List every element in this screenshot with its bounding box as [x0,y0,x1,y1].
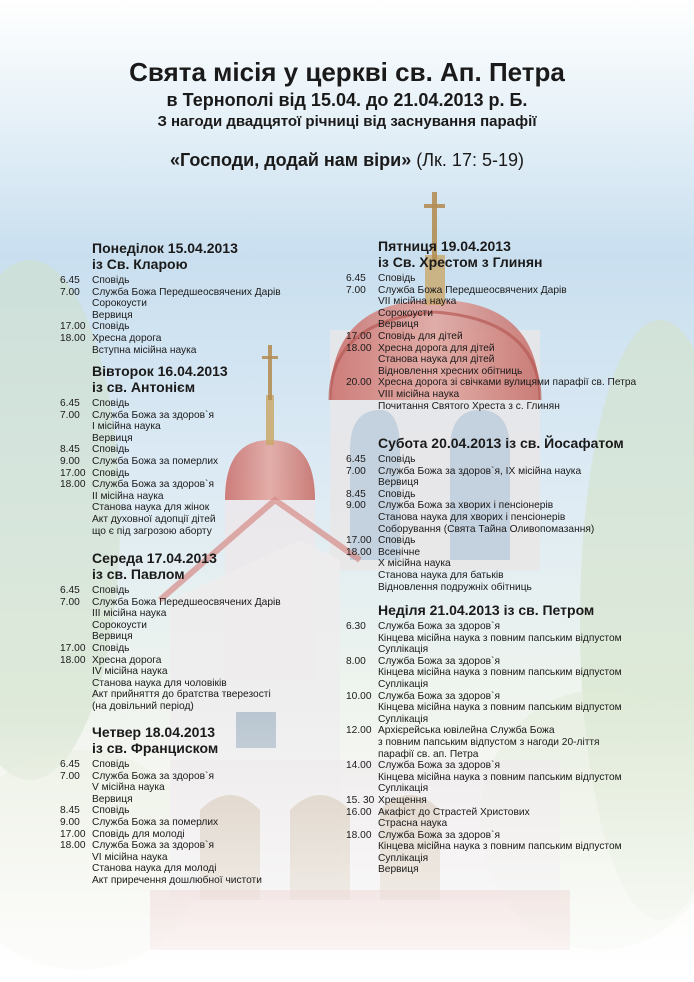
schedule-item [346,524,676,536]
schedule-text: Суплікація [378,713,429,725]
schedule-text: Акафіст до Страстей Христових [378,806,530,818]
schedule-time [346,633,378,645]
schedule-item [60,840,320,852]
schedule-text: Служба Божа Передшеосвячених Дарів [92,286,281,298]
schedule-text: І місійна наука [92,421,161,433]
schedule-time [346,772,378,784]
schedule-text: Служба Божа за здоров`я [378,690,500,702]
schedule-item [60,287,320,299]
day-block-sunday [346,602,676,876]
schedule-item [60,782,320,794]
schedule-text: VI місійна наука [92,851,168,863]
schedule-time: 6.45 [60,759,80,770]
schedule-time: 9.00 [346,500,366,512]
day-title-line: Пятниця 19.04.2013 [378,238,511,254]
day-title-line: Середа 17.04.2013 [92,550,217,566]
schedule-time: 6.45 [346,273,366,284]
schedule-text: Відновлення хресних обітниць [378,365,523,377]
schedule-text: Сповідь [92,805,130,817]
day-title-line: із св. Антонієм [92,379,196,395]
schedule-time: 6.45 [60,398,80,409]
schedule-time [346,477,378,489]
scripture-reference: (Лк. 17: 5-19) [416,150,524,170]
occasion-subtitle: З нагоди двадцятої річниці від заснування парафії [157,113,537,130]
schedule-text: Служба Божа за здоров`я [92,479,214,491]
schedule-item [346,633,676,645]
schedule-time: 15. 30 [346,794,375,806]
schedule-time: 20.00 [346,377,372,389]
schedule-time: 17.00 [60,467,86,479]
schedule-item [60,310,320,322]
day-title [92,363,320,395]
schedule-time: 18.00 [346,342,372,354]
schedule-item [346,331,676,343]
schedule-text: що є під загрозою аборту [92,525,212,537]
schedule-time: 7.00 [346,465,366,477]
schedule-text: Акт духовної адопції дітей [92,513,216,525]
day-title [92,240,320,272]
schedule-time: 7.00 [346,284,366,296]
schedule-item [346,691,676,703]
schedule-item [60,701,320,713]
schedule-item [60,643,320,655]
schedule-item [346,772,676,784]
schedule-time [346,570,378,582]
day-block-tuesday [60,363,320,537]
schedule-time: 7.00 [60,596,80,608]
schedule-text: Служба Божа Передшеосвячених Дарів [92,596,281,608]
schedule-item [346,343,676,355]
schedule-item [60,817,320,829]
schedule-text: Служба Божа за здоров`я [378,829,500,841]
schedule-time [346,296,378,308]
schedule-item [346,466,676,478]
schedule-time [346,864,378,876]
schedule-time: 7.00 [60,770,80,782]
schedule-time [60,863,92,875]
day-title-line: із Св. Хрестом з Глинян [378,254,543,270]
day-title [378,602,676,618]
schedule-time [346,319,378,331]
schedule-item [60,345,320,357]
schedule-time: 6.45 [346,454,366,465]
schedule-text: V місійна наука [92,782,165,794]
schedule-time: 17.00 [60,321,86,333]
schedule-time [346,354,378,366]
schedule-time [346,702,378,714]
schedule-item [346,296,676,308]
schedule-item [346,737,676,749]
schedule-text: Станова наука для дітей [378,354,495,366]
schedule-text: Кінцева місійна наука з повним папським відпустом [378,771,622,783]
schedule-time: 18.00 [346,546,372,558]
day-block-monday [60,240,320,356]
schedule-time [60,526,92,538]
schedule-item [60,655,320,667]
schedule-item [346,725,676,737]
schedule-item [346,807,676,819]
schedule-item [60,689,320,701]
schedule-text: Станова наука для хворих і пенсіонерів [378,511,566,523]
schedule-text: Сповідь [92,585,130,596]
schedule-item [60,410,320,422]
day-title-line: Понеділок 15.04.2013 [92,240,238,256]
schedule-item [60,479,320,491]
schedule-item [346,454,676,466]
schedule-text: Суплікація [378,678,429,690]
schedule-text: Вервиця [378,477,419,489]
schedule-text: Служба Божа за здоров`я [378,655,500,667]
schedule-item [346,656,676,668]
schedule-text: Служба Божа Передшеосвячених Дарів [378,284,567,296]
schedule-item [60,631,320,643]
schedule-text: Вступна місійна наука [92,344,197,356]
schedule-item [346,547,676,559]
schedule-time [60,875,92,887]
schedule-text: Хрещення [378,794,427,806]
schedule-item [346,377,676,389]
schedule-time: 17.00 [346,535,372,547]
schedule-time [60,666,92,678]
schedule-item [60,759,320,771]
schedule-time [346,737,378,749]
schedule-text: Відновлення подружніх обітниць [378,581,532,593]
day-title [92,724,320,756]
schedule-item [60,608,320,620]
schedule-item [60,805,320,817]
schedule-item [346,319,676,331]
schedule-time [60,631,92,643]
schedule-text: (на довільний період) [92,700,194,712]
schedule-time [60,491,92,503]
schedule-time: 18.00 [60,840,86,852]
schedule-time [346,749,378,761]
day-block-thursday [60,724,320,887]
schedule-item [60,514,320,526]
schedule-text: Суплікація [378,644,429,656]
schedule-time: 16.00 [346,806,372,818]
schedule-text: Хресна дорога зі свічками вулицями парафії св. Петра [378,377,637,389]
schedule-time [60,502,92,514]
schedule-item [346,489,676,501]
schedule-text: Сповідь [378,535,416,547]
schedule-time: 12.00 [346,725,372,737]
day-title-line: із Св. Кларою [92,256,188,272]
schedule-text: Вервиця [92,432,133,444]
schedule-text: Служба Божа за хворих і пенсіонерів [378,500,554,512]
schedule-text: Вервиця [92,793,133,805]
schedule-time [60,345,92,357]
schedule-text: Соборування (Свята Тайна Оливопомазання) [378,523,595,535]
schedule-text: Сповідь [378,454,416,465]
day-title-line: із св. Павлом [92,566,185,582]
schedule-time [60,608,92,620]
schedule-time [346,783,378,795]
schedule-item [60,456,320,468]
schedule-text: Хресна дорога для дітей [378,342,495,354]
schedule-text: Служба Божа за здоров`я [378,621,500,632]
schedule-text: Сорокоусти [378,307,433,319]
schedule-text: Сповідь [92,275,130,286]
schedule-item [346,644,676,656]
schedule-text: VIII місійна наука [378,388,460,400]
schedule-time [346,714,378,726]
schedule-time: 14.00 [346,760,372,772]
schedule-text: X місійна наука [378,558,451,570]
schedule-item [60,502,320,514]
schedule-item [60,444,320,456]
schedule-time [60,852,92,864]
schedule-time [346,667,378,679]
schedule-item [346,354,676,366]
day-block-wednesday [60,550,320,713]
schedule-text: Суплікація [378,852,429,864]
schedule-text: Сповідь для молоді [92,828,185,840]
schedule-time [346,366,378,378]
schedule-item [60,421,320,433]
schedule-text: Служба Божа за здоров`я [378,760,500,772]
schedule-time: 10.00 [346,690,372,702]
schedule-time [346,841,378,853]
schedule-text: Всенічне [378,546,421,558]
schedule-time: 17.00 [60,642,86,654]
schedule-text: з повним папським відпустом з нагоди 20-ліття [378,736,600,748]
day-title-line: Вівторок 16.04.2013 [92,363,228,379]
schedule-time: 9.00 [60,816,80,828]
schedule-time [60,678,92,690]
schedule-item [346,795,676,807]
day-block-friday [346,238,676,412]
schedule-item [346,570,676,582]
schedule-time [346,679,378,691]
schedule-text: Служба Божа за померлих [92,816,219,828]
schedule-time [60,298,92,310]
schedule-time [346,818,378,830]
schedule-item [60,526,320,538]
schedule-item [60,829,320,841]
schedule-text: Вервиця [378,319,419,331]
schedule-item [60,333,320,345]
schedule-text: Сповідь [92,759,130,770]
schedule-item [346,864,676,876]
schedule-time: 8.45 [60,444,80,456]
schedule-text: Сповідь [378,488,416,500]
schedule-item [60,491,320,503]
schedule-time [60,689,92,701]
schedule-item [346,841,676,853]
day-title-line: Субота 20.04.2013 із св. Йосафатом [378,435,624,451]
schedule-item [60,620,320,632]
schedule-item [346,818,676,830]
schedule-item [346,830,676,842]
schedule-item [346,702,676,714]
schedule-item [60,863,320,875]
schedule-text: Сповідь [92,467,130,479]
schedule-item [60,433,320,445]
schedule-item [346,273,676,285]
schedule-item [346,760,676,772]
schedule-time: 18.00 [60,332,86,344]
schedule-text: Станова наука для жінок [92,502,210,514]
schedule-time [346,524,378,536]
day-title [92,550,320,582]
schedule-text: Служба Божа за здоров`я [92,840,214,852]
schedule-text: Сповідь [378,273,416,284]
schedule-text: Сповідь [92,398,130,409]
schedule-time [60,782,92,794]
schedule-text: Кінцева місійна наука з повним папським відпустом [378,702,622,714]
schedule-item [60,298,320,310]
schedule-time: 18.00 [60,654,86,666]
schedule-text: Служба Божа за здоров`я, IX місійна наука [378,465,582,477]
schedule-text: VII місійна наука [378,296,457,308]
schedule-text: Сповідь для дітей [378,330,463,342]
schedule-text: Акт приречення дошлюбної чистоти [92,874,262,886]
schedule-item [346,558,676,570]
schedule-time [346,853,378,865]
schedule-time: 8.45 [60,805,80,817]
schedule-text: Почитання Святого Хреста з с. Глинян [378,400,560,412]
schedule-text: Сповідь [92,321,130,333]
schedule-time [346,558,378,570]
schedule-item [60,468,320,480]
schedule-text: Сповідь [92,642,130,654]
schedule-item [60,875,320,887]
schedule-text: IV місійна наука [92,666,168,678]
schedule-time: 18.00 [346,829,372,841]
schedule-item [346,853,676,865]
schedule-text: Служба Божа за здоров`я [92,770,214,782]
schedule-text: Вервиця [378,864,419,876]
schedule-time: 17.00 [346,330,372,342]
schedule-item [60,398,320,410]
schedule-text: Хресна дорога [92,654,162,666]
schedule-text: Хресна дорога [92,332,162,344]
day-block-saturday [346,435,676,593]
schedule-time: 6.45 [60,585,80,596]
schedule-time [60,514,92,526]
day-title-line: із св. Франциском [92,740,219,756]
day-title [378,435,676,451]
schedule-text: Сповідь [92,444,130,456]
schedule-text: Станова наука для молоді [92,863,217,875]
schedule-time: 8.00 [346,655,366,667]
schedule-text: Служба Божа за померлих [92,455,219,467]
schedule-text: парафії св. ап. Петра [378,748,479,760]
schedule-time: 6.45 [60,275,80,286]
schedule-text: Служба Божа за здоров`я [92,409,214,421]
schedule-item [346,783,676,795]
schedule-time [60,794,92,806]
schedule-time: 18.00 [60,479,86,491]
schedule-time: 6.30 [346,621,366,632]
schedule-item [346,512,676,524]
schedule-time [346,582,378,594]
schedule-item [346,366,676,378]
schedule-item [346,582,676,594]
schedule-time: 17.00 [60,828,86,840]
schedule-time [60,433,92,445]
schedule-item [346,389,676,401]
schedule-item [60,585,320,597]
schedule-text: Суплікація [378,783,429,795]
schedule-item [346,500,676,512]
schedule-text: Кінцева місійна наука з повним папським відпустом [378,667,622,679]
schedule-time [346,389,378,401]
schedule-text: Станова наука для чоловіків [92,677,227,689]
schedule-time: 7.00 [60,286,80,298]
day-title [378,238,676,270]
schedule-item [346,679,676,691]
schedule-item [60,678,320,690]
schedule-time [60,620,92,632]
schedule-time: 7.00 [60,409,80,421]
schedule-item [346,308,676,320]
schedule-text: Архієрейська ювілейна Служба Божа [378,725,555,737]
schedule-text: Станова наука для батьків [378,569,504,581]
schedule-item [60,275,320,287]
schedule-text: Страсна наука [378,818,448,830]
schedule-time: 8.45 [346,488,366,500]
page-title: Свята місія у церкві св. Ап. Петра [129,57,565,87]
day-title-line: Четвер 18.04.2013 [92,724,216,740]
schedule-item [346,714,676,726]
schedule-item [346,285,676,297]
schedule-item [346,749,676,761]
schedule-item [60,666,320,678]
schedule-item [60,852,320,864]
schedule-item [60,771,320,783]
schedule-text: Кінцева місійна наука з повним папським відпустом [378,841,622,853]
schedule-time [346,401,378,413]
schedule-item [346,477,676,489]
schedule-text: Вервиця [92,309,133,321]
schedule-text: Кінцева місійна наука з повним папським відпустом [378,632,622,644]
schedule-text: Сорокоусти [92,619,147,631]
motto-line [0,150,694,170]
schedule-item [346,401,676,413]
schedule-text: Вервиця [92,631,133,643]
schedule-text: ІІІ місійна наука [92,608,167,620]
schedule-time [346,644,378,656]
schedule-time [60,701,92,713]
schedule-text: Сорокоусти [92,298,147,310]
schedule-text: ІІ місійна наука [92,490,164,502]
schedule-time [346,308,378,320]
schedule-item [346,621,676,633]
schedule-item [346,667,676,679]
motto: «Господи, додай нам віри» [170,150,412,170]
day-title-line: Неділя 21.04.2013 із св. Петром [378,602,595,618]
schedule-time [60,310,92,322]
schedule-item [60,597,320,609]
mission-dates: в Тернополі від 15.04. до 21.04.2013 р. Б. [166,90,528,110]
schedule-time: 9.00 [60,455,80,467]
schedule-text: Акт прийняття до братства тверезості [92,689,271,701]
schedule-item [60,794,320,806]
schedule-time [60,421,92,433]
schedule-item [346,535,676,547]
schedule-item [60,321,320,333]
schedule-time [346,512,378,524]
